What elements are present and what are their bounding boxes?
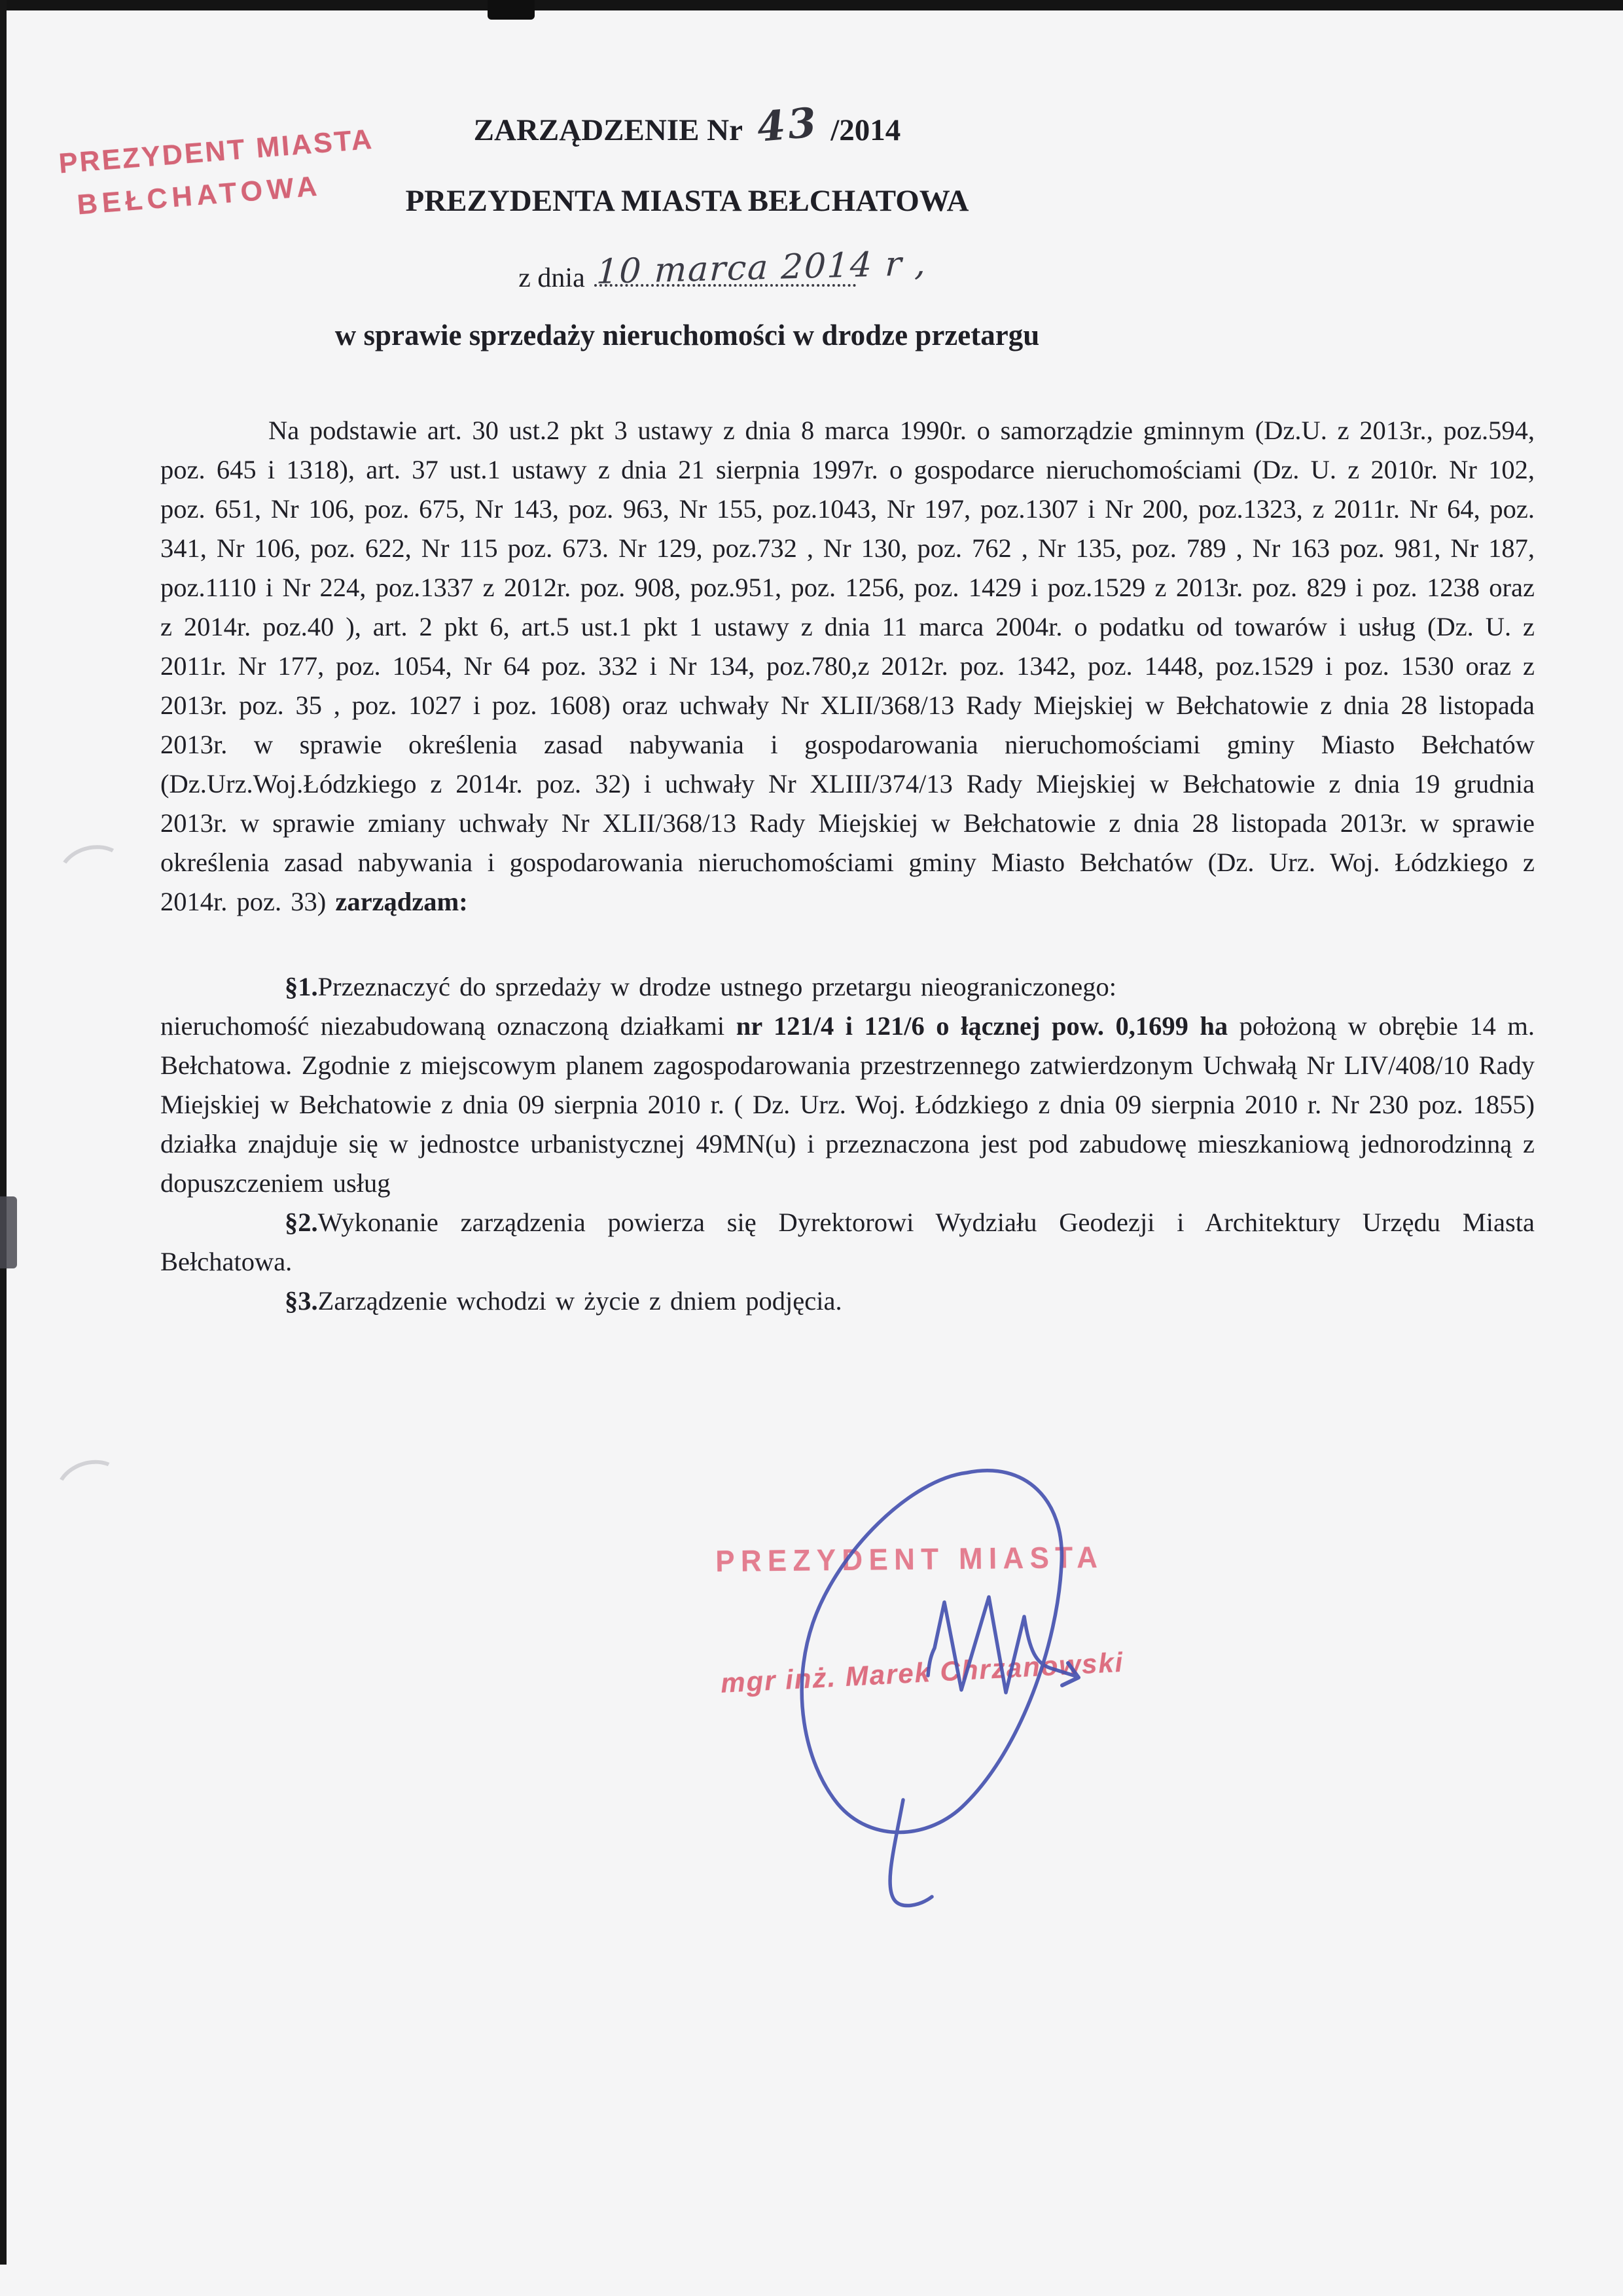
issuer-line: PREZYDENTA MIASTA BEŁCHATOWA: [405, 184, 969, 218]
section-paragraph-3: §3.Zarządzenie wchodzi w życie z dniem podjęcia.: [285, 1286, 842, 1316]
handwritten-date: 10 marca 2014 r ,: [595, 243, 928, 292]
hole-punch-arc-upper: [52, 838, 134, 908]
signature-stamp-name: mgr inż. Marek Chrzanowski: [720, 1646, 1125, 1698]
signature-descender-tail: [890, 1800, 932, 1906]
scan-border-left-blotch: [0, 1196, 17, 1268]
subject-line: w sprawie sprzedaży nieruchomości w drodze przetargu: [334, 319, 1040, 351]
signature-zigzag: [928, 1597, 1076, 1693]
date-line: [160, 243, 1214, 294]
date-dotted-underline: [594, 243, 928, 292]
document-title: [160, 98, 1214, 151]
handwritten-signature-ink: [772, 1460, 1126, 1931]
scan-border-left: [0, 0, 7, 2265]
scan-border-top: [0, 0, 1623, 10]
office-stamp-line1: PREZYDENT MIASTA: [58, 123, 375, 180]
title-year: /2014: [830, 113, 901, 147]
section-paragraph-1: §1.Przeznaczyć do sprzedaży w drodze ustnego przetargu nieograniczonego: nieruchomość niezabudowaną oznaczoną działkami nr 121/4 i 121/6 o łącznej pow. 0,1699 ha położoną w obrębie 14 m. Bełchatowa. Zgodnie z miejscowym planem zagospodarowania przestrzennego zatwierdzonym Uchwałą Nr LIV/408/10 Rady Miejskiej w Bełchatowie z dnia 09 sierpnia 2010 r. ( Dz. Urz. Woj. Łódzkiego z dnia 09 sierpnia 2010 r. Nr 230 poz. 1855) działka znajduje się w jednostce urbanistycznej 49MN(u) i przeznaczona jest pod zabudowę mieszkaniową jednorodzinną z dopuszczeniem usług: [160, 972, 1535, 1198]
signature-stamp-title: PREZYDENT MIASTA: [715, 1539, 1104, 1578]
hole-punch-arc-lower: [48, 1451, 133, 1525]
section-paragraph-2: §2.Wykonanie zarządzenia powierza się Dyrektorowi Wydziału Geodezji i Architektury Urzędu Miasta Bełchatowa.: [160, 1208, 1535, 1276]
office-stamp-line2: BEŁCHATOWA: [76, 170, 323, 221]
scan-border-top-nub: [488, 0, 535, 20]
handwritten-date-comma: ,: [914, 243, 928, 284]
handwritten-ordinance-number: 43: [755, 98, 821, 151]
date-prefix: z dnia: [518, 263, 585, 293]
title-prefix: ZARZĄDZENIE Nr: [473, 113, 743, 147]
preamble-paragraph: Na podstawie art. 30 ust.2 pkt 3 ustawy z dnia 8 marca 1990r. o samorządzie gminnym (Dz.U. z 2013r., poz.594, poz. 645 i 1318), art. 37 ust.1 ustawy z dnia 21 sierpnia 1997r. o gospodarce nieruchomościami (Dz. U. z 2010r. Nr 102, poz. 651, Nr 106, poz. 675, Nr 143, poz. 963, Nr 155, poz.1043, Nr 197, poz.1307 i Nr 200, poz.1323, z 2011r. Nr 64, poz. 341, Nr 106, poz. 622, Nr 115 poz. 673. Nr 129, poz.732 , Nr 130, poz. 762 , Nr 135, poz. 789 , Nr 163 poz. 981, Nr 187, poz.1110 i Nr 224, poz.1337 z 2012r. poz. 908, poz.951, poz. 1256, poz. 1429 i poz.1529 z 2013r. poz. 829 i poz. 1238 oraz z 2014r. poz.40 ), art. 2 pkt 6, art.5 ust.1 pkt 1 ustawy z dnia 11 marca 2004r. o podatku od towarów i usług (Dz. U. z 2011r. Nr 177, poz. 1054, Nr 64 poz. 332 i Nr 134, poz.780,z 2012r. poz. 1342, poz. 1448, poz.1529 i poz. 1530 oraz z 2013r. poz. 35 , poz. 1027 i poz. 1608) oraz uchwały Nr XLII/368/13 Rady Miejskiej w Bełchatowie z dnia 28 listopada 2013r. w sprawie określenia zasad nabywania i gospodarowania nieruchomościami gminy Miasto Bełchatów (Dz.Urz.Woj.Łódzkiego z 2014r. poz. 32) i uchwały Nr XLIII/374/13 Rady Miejskiej w Bełchatowie z dnia 19 grudnia 2013r. w sprawie zmiany uchwały Nr XLII/368/13 Rady Miejskiej w Bełchatowie z dnia 28 listopada 2013r. w sprawie określenia zasad nabywania i gospodarowania nieruchomościami gminy Miasto Bełchatów (Dz. Urz. Woj. Łódzkiego z 2014r. poz. 33) zarządzam:: [160, 416, 1535, 916]
document-body: [160, 411, 1535, 1321]
